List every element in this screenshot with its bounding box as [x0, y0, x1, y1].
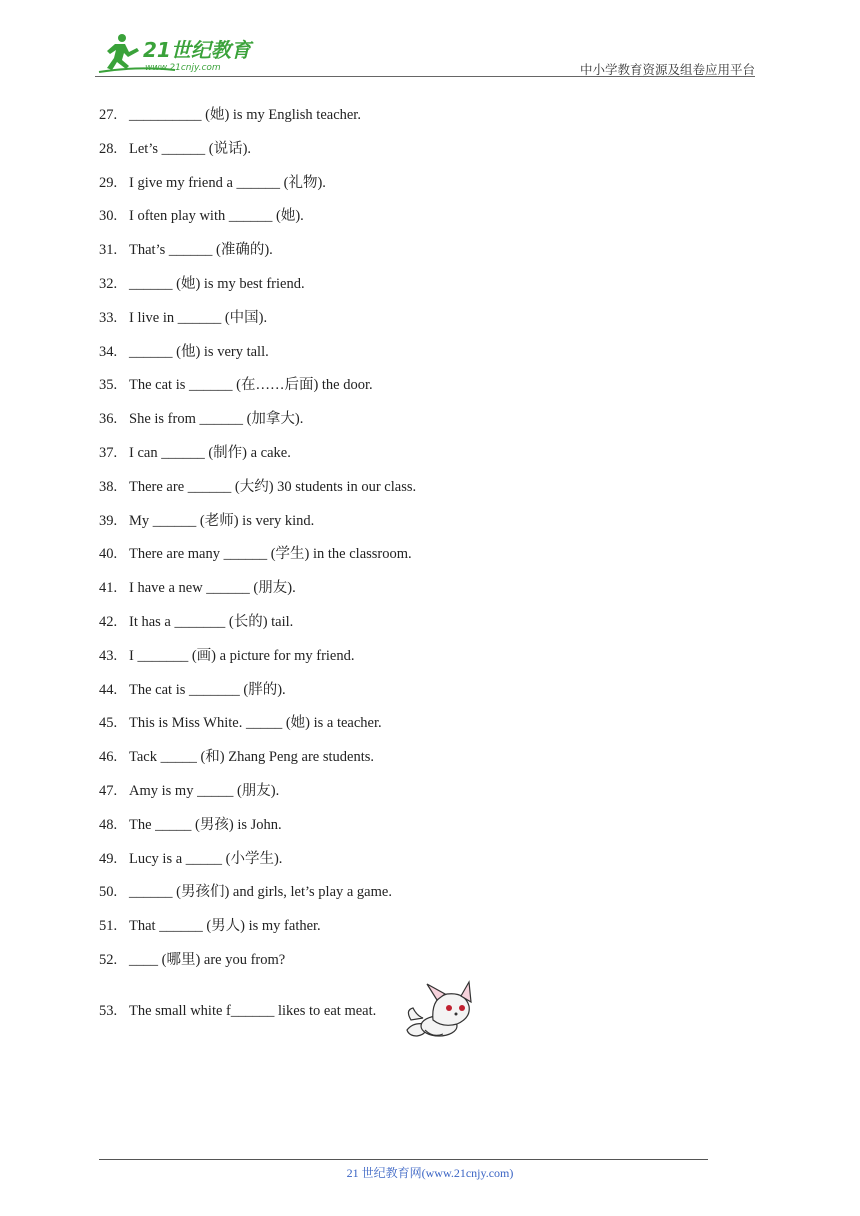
question-item: 44. The cat is _______ (胖的).: [99, 682, 286, 698]
question-item: 29. I give my friend a ______ (礼物).: [99, 175, 326, 191]
question-item: 46. Tack _____ (和) Zhang Peng are students.: [99, 749, 375, 765]
question-item: 37. I can ______ (制作) a cake.: [99, 445, 291, 461]
platform-name: 中小学教育资源及组卷应用平台: [579, 62, 755, 77]
question-item: 35. The cat is ______ (在……后面) the door.: [99, 377, 373, 393]
question-item: 45. This is Miss White. _____ (她) is a teacher.: [99, 715, 382, 731]
footer-text: 21 世纪教育网(www.21cnjy.com): [346, 1166, 514, 1180]
question-item: 32. ______ (她) is my best friend.: [99, 276, 305, 292]
question-item: 49. Lucy is a _____ (小学生).: [99, 851, 283, 867]
question-item: 53. The small white f______ likes to eat meat.: [99, 1003, 377, 1019]
question-item: 41. I have a new ______ (朋友).: [99, 580, 296, 596]
question-item: 39. My ______ (老师) is very kind.: [99, 513, 315, 529]
question-item: 28. Let’s ______ (说话).: [99, 141, 252, 157]
question-item: 31. That’s ______ (准确的).: [99, 242, 273, 258]
white-fox-icon: [403, 980, 478, 1042]
page-header: [95, 30, 755, 78]
question-item: 34. ______ (他) is very tall.: [99, 344, 269, 360]
question-item: 33. I live in ______ (中国).: [99, 310, 268, 326]
question-item: 48. The _____ (男孩) is John.: [99, 817, 282, 833]
site-logo: [95, 32, 265, 76]
question-item: 36. She is from ______ (加拿大).: [99, 411, 304, 427]
question-item: 50. ______ (男孩们) and girls, let’s play a game.: [99, 884, 392, 900]
question-item: 30. I often play with ______ (她).: [99, 208, 304, 224]
question-item: 38. There are ______ (大约) 30 students in our class.: [99, 479, 417, 495]
logo-url: www.21cnjy.com: [145, 63, 221, 73]
header-divider: [95, 76, 755, 77]
footer-divider: [99, 1159, 708, 1160]
question-item: 51. That ______ (男人) is my father.: [99, 918, 321, 934]
question-item: 27. __________ (她) is my English teacher.: [99, 107, 361, 123]
question-item: 40. There are many ______ (学生) in the classroom.: [99, 546, 412, 562]
logo-title: 21世纪教育: [143, 38, 251, 62]
question-item: 47. Amy is my _____ (朋友).: [99, 783, 280, 799]
runner-icon: [107, 34, 139, 70]
question-item: 52. ____ (哪里) are you from?: [99, 952, 286, 968]
question-item: 42. It has a _______ (长的) tail.: [99, 614, 294, 630]
question-item: 43. I _______ (画) a picture for my friend.: [99, 648, 355, 664]
